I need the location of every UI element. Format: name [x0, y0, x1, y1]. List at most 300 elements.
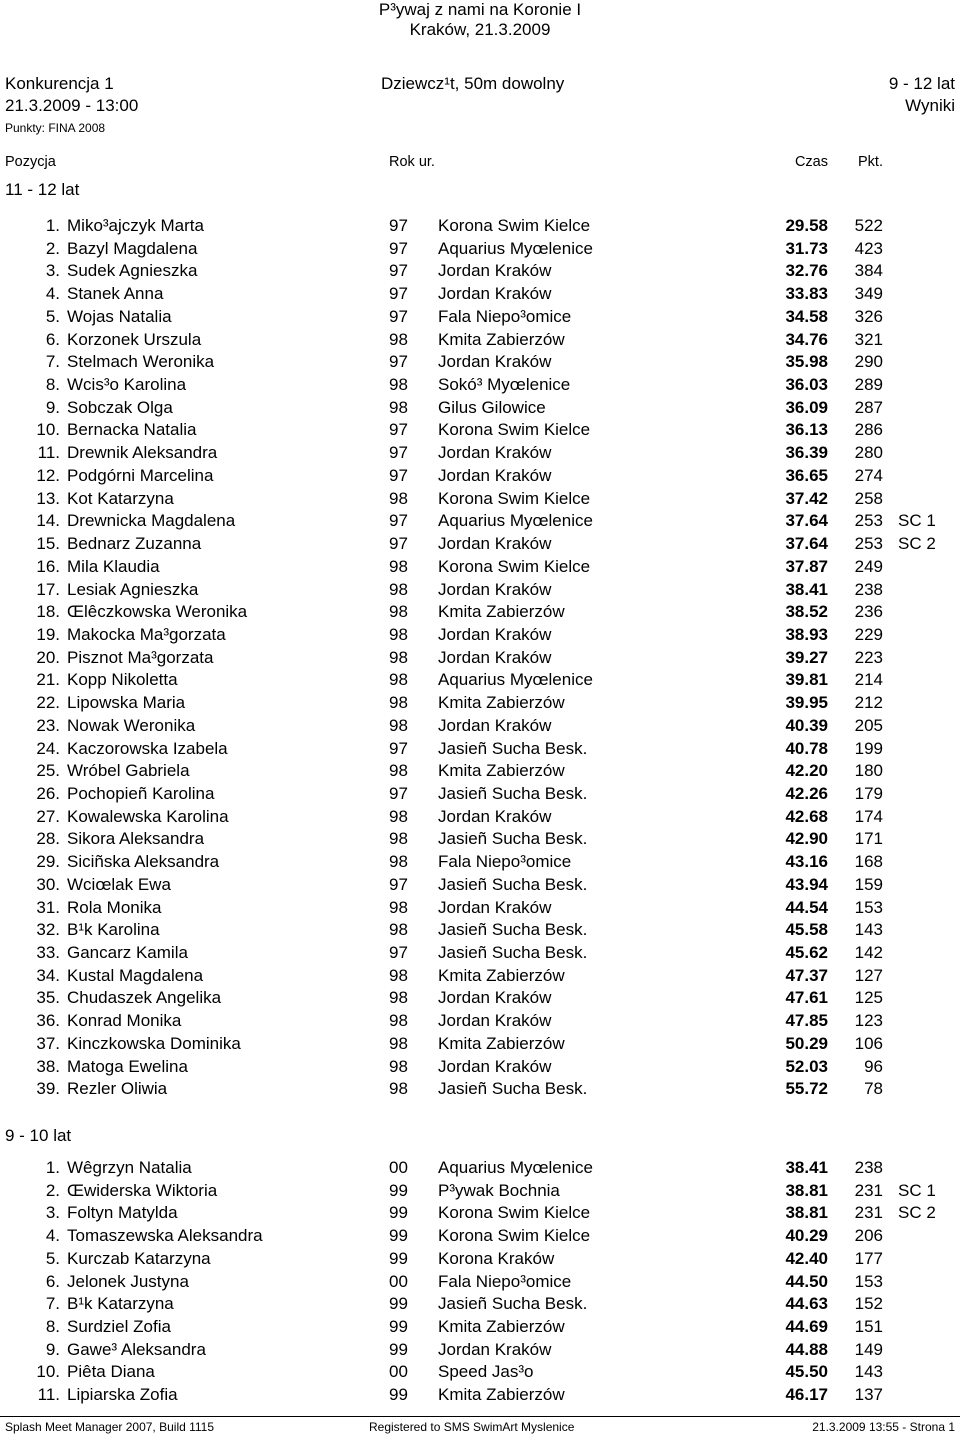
result-time: 40.39	[785, 715, 828, 735]
birth-year: 99	[389, 1180, 408, 1200]
birth-year: 99	[389, 1294, 408, 1314]
result-points: 238	[854, 1158, 883, 1177]
birth-year: 98	[389, 806, 408, 826]
result-row	[0, 1057, 960, 1080]
result-time: 36.09	[785, 397, 828, 417]
result-time: 44.63	[785, 1294, 828, 1314]
club-name: Sokó³ Myœlenice	[438, 375, 571, 395]
swimmer-name: Lipowska Maria	[67, 693, 186, 713]
club-name: Kmita Zabierzów	[438, 693, 565, 713]
swimmer-name: Kaczorowska Izabela	[67, 738, 228, 758]
birth-year: 98	[389, 556, 408, 576]
result-position: 12.	[36, 465, 60, 485]
result-time: 42.68	[785, 806, 828, 826]
result-position: 5.	[45, 1248, 60, 1268]
club-name: Jordan Kraków	[438, 443, 552, 463]
result-points: 127	[854, 965, 883, 985]
event-name: Dziewcz¹t, 50m dowolny	[381, 74, 565, 93]
result-points: 231	[854, 1203, 883, 1223]
birth-year: 99	[389, 1248, 408, 1268]
result-time: 38.41	[785, 579, 828, 599]
swimmer-name: Siciñska Aleksandra	[67, 852, 220, 872]
club-name: Jordan Kraków	[438, 284, 552, 304]
birth-year: 98	[389, 829, 408, 849]
swimmer-name: Matoga Ewelina	[67, 1056, 188, 1076]
birth-year: 98	[389, 647, 408, 667]
result-position: 3.	[45, 261, 60, 281]
col-header-position: Pozycja	[5, 154, 56, 170]
club-name: Korona Swim Kielce	[438, 1203, 591, 1223]
result-time: 31.73	[785, 238, 828, 258]
swimmer-name: Sudek Agnieszka	[67, 261, 198, 281]
result-row	[0, 375, 960, 398]
result-position: 32.	[36, 920, 60, 940]
swimmer-name: Podgórni Marcelina	[67, 465, 214, 485]
result-points: 274	[854, 465, 883, 485]
birth-year: 98	[389, 1011, 408, 1031]
birth-year: 97	[389, 874, 408, 894]
result-row	[0, 1011, 960, 1034]
result-position: 26.	[36, 784, 60, 803]
result-row	[0, 807, 960, 830]
result-time: 44.54	[785, 897, 828, 917]
result-row	[0, 352, 960, 375]
birth-year: 00	[389, 1362, 408, 1382]
club-name: P³ywak Bochnia	[438, 1180, 560, 1200]
swimmer-name: Gawe³ Aleksandra	[67, 1339, 206, 1359]
result-row	[0, 1203, 960, 1226]
result-time: 43.94	[785, 874, 828, 894]
club-name: Kmita Zabierzów	[438, 761, 565, 781]
swimmer-name: Stanek Anna	[67, 284, 164, 304]
swimmer-name: Kot Katarzyna	[67, 488, 174, 508]
result-time: 37.64	[785, 511, 828, 531]
club-name: Kmita Zabierzów	[438, 1385, 565, 1405]
result-time: 42.20	[785, 761, 828, 781]
birth-year: 97	[389, 261, 408, 281]
document-title-line1: P³ywaj z nami na Koronie I	[378, 0, 582, 19]
swimmer-name: Pochopieñ Karolina	[67, 784, 215, 803]
result-row	[0, 1385, 960, 1408]
swimmer-name: Lesiak Agnieszka	[67, 579, 199, 599]
result-row	[0, 988, 960, 1011]
result-note: SC 2	[898, 534, 936, 554]
result-time: 36.65	[785, 465, 828, 485]
result-position: 2.	[45, 238, 60, 258]
birth-year: 98	[389, 715, 408, 735]
birth-year: 97	[389, 443, 408, 463]
club-name: Jordan Kraków	[438, 624, 552, 644]
swimmer-name: B¹k Katarzyna	[67, 1294, 174, 1314]
swimmer-name: Stelmach Weronika	[67, 352, 215, 372]
result-points: 149	[854, 1339, 883, 1359]
result-position: 21.	[36, 670, 60, 690]
result-position: 34.	[36, 965, 60, 985]
club-name: Kmita Zabierzów	[438, 602, 565, 622]
result-points: 153	[854, 1271, 883, 1291]
event-datetime: 21.3.2009 - 13:00	[5, 96, 139, 115]
footer-rule	[0, 1416, 960, 1417]
result-position: 28.	[36, 829, 60, 849]
result-row	[0, 693, 960, 716]
birth-year: 98	[389, 329, 408, 349]
birth-year: 97	[389, 306, 408, 326]
result-points: 168	[854, 852, 883, 872]
swimmer-name: Wcis³o Karolina	[67, 375, 187, 395]
club-name: Korona Kraków	[438, 1248, 555, 1268]
age-group-heading: 11 - 12 lat	[5, 180, 80, 199]
result-position: 18.	[36, 602, 60, 622]
result-time: 38.93	[785, 624, 828, 644]
club-name: Korona Swim Kielce	[438, 1226, 591, 1246]
result-points: 125	[854, 988, 883, 1008]
result-time: 47.61	[785, 988, 828, 1008]
swimmer-name: Korzonek Urszula	[67, 329, 202, 349]
col-header-points: Pkt.	[858, 154, 883, 170]
result-row	[0, 557, 960, 580]
result-points: 151	[854, 1317, 883, 1337]
result-points: 384	[854, 261, 883, 281]
swimmer-name: Chudaszek Angelika	[67, 988, 222, 1008]
result-points: 174	[854, 806, 883, 826]
result-row	[0, 489, 960, 512]
result-row	[0, 1226, 960, 1249]
result-points: 153	[854, 897, 883, 917]
birth-year: 99	[389, 1339, 408, 1359]
birth-year: 98	[389, 1056, 408, 1076]
result-position: 10.	[36, 420, 60, 440]
club-name: Jordan Kraków	[438, 1056, 552, 1076]
swimmer-name: Wróbel Gabriela	[67, 761, 190, 781]
result-row	[0, 398, 960, 421]
result-row	[0, 920, 960, 943]
result-points: 199	[854, 738, 883, 758]
swimmer-name: Drewnik Aleksandra	[67, 443, 218, 463]
result-position: 22.	[36, 693, 60, 713]
club-name: Jasieñ Sucha Besk.	[438, 1294, 588, 1314]
club-name: Speed Jas³o	[438, 1362, 534, 1382]
result-time: 35.98	[785, 352, 828, 372]
club-name: Jordan Kraków	[438, 534, 552, 554]
swimmer-name: Sikora Aleksandra	[67, 829, 205, 849]
result-position: 25.	[36, 761, 60, 781]
swimmer-name: Wojas Natalia	[67, 306, 172, 326]
birth-year: 98	[389, 397, 408, 417]
swimmer-name: Bazyl Magdalena	[67, 238, 198, 258]
swimmer-name: Surdziel Zofia	[67, 1317, 171, 1337]
result-points: 142	[854, 943, 883, 963]
result-time: 45.50	[785, 1362, 828, 1382]
result-position: 35.	[36, 988, 60, 1008]
swimmer-name: Jelonek Justyna	[67, 1271, 189, 1291]
result-note: SC 2	[898, 1203, 936, 1223]
result-row	[0, 466, 960, 489]
swimmer-name: Kinczkowska Dominika	[67, 1033, 241, 1053]
swimmer-name: Lipiarska Zofia	[67, 1385, 178, 1405]
result-row	[0, 875, 960, 898]
birth-year: 99	[389, 1385, 408, 1405]
result-position: 8.	[45, 375, 60, 395]
result-position: 9.	[45, 1339, 60, 1359]
birth-year: 99	[389, 1203, 408, 1223]
result-position: 7.	[45, 1294, 60, 1314]
result-row	[0, 739, 960, 762]
club-name: Gilus Gilowice	[438, 397, 546, 417]
birth-year: 97	[389, 352, 408, 372]
club-name: Jordan Kraków	[438, 579, 552, 599]
result-row	[0, 1079, 960, 1102]
result-position: 4.	[45, 284, 60, 304]
result-row	[0, 625, 960, 648]
birth-year: 00	[389, 1158, 408, 1177]
result-position: 9.	[45, 397, 60, 417]
club-name: Jasieñ Sucha Besk.	[438, 1079, 588, 1099]
footer-registration: Registered to SMS SwimArt Myslenice	[369, 1420, 575, 1434]
club-name: Fala Niepo³omice	[438, 1271, 572, 1291]
club-name: Jasieñ Sucha Besk.	[438, 738, 588, 758]
result-position: 16.	[36, 556, 60, 576]
result-points: 143	[854, 1362, 883, 1382]
result-position: 24.	[36, 738, 60, 758]
birth-year: 98	[389, 579, 408, 599]
club-name: Jordan Kraków	[438, 715, 552, 735]
result-row	[0, 216, 960, 239]
result-position: 3.	[45, 1203, 60, 1223]
result-row	[0, 852, 960, 875]
result-position: 8.	[45, 1317, 60, 1337]
footer-software: Splash Meet Manager 2007, Build 1115	[5, 1420, 215, 1434]
result-row	[0, 829, 960, 852]
birth-year: 99	[389, 1317, 408, 1337]
result-position: 23.	[36, 715, 60, 735]
result-row	[0, 648, 960, 671]
birth-year: 97	[389, 284, 408, 304]
points-system: Punkty: FINA 2008	[5, 121, 106, 135]
result-time: 40.78	[785, 738, 828, 758]
club-name: Korona Swim Kielce	[438, 420, 591, 440]
club-name: Jordan Kraków	[438, 897, 552, 917]
result-time: 52.03	[785, 1056, 828, 1076]
result-time: 46.17	[785, 1385, 828, 1405]
result-row	[0, 261, 960, 284]
col-header-time: Czas	[794, 154, 828, 170]
club-name: Korona Swim Kielce	[438, 556, 591, 576]
result-position: 14.	[36, 511, 60, 531]
swimmer-name: Makocka Ma³gorzata	[67, 624, 226, 644]
swimmer-name: Kurczab Katarzyna	[67, 1248, 211, 1268]
result-position: 10.	[36, 1362, 60, 1382]
event-status: Wyniki	[905, 96, 955, 115]
swimmer-name: Nowak Weronika	[67, 715, 196, 735]
result-row	[0, 420, 960, 443]
result-time: 38.52	[785, 602, 828, 622]
swimmer-name: Kowalewska Karolina	[67, 806, 229, 826]
result-time: 37.42	[785, 488, 828, 508]
result-points: 321	[854, 329, 883, 349]
result-time: 50.29	[785, 1033, 828, 1053]
result-points: 349	[854, 284, 883, 304]
birth-year: 98	[389, 624, 408, 644]
result-position: 6.	[45, 329, 60, 349]
competition-label: Konkurencja 1	[5, 74, 114, 93]
swimmer-name: Œwiderska Wiktoria	[67, 1180, 218, 1200]
result-row	[0, 1158, 960, 1181]
result-row	[0, 784, 960, 807]
event-age-range: 9 - 12 lat	[888, 74, 955, 93]
swimmer-name: Kustal Magdalena	[67, 965, 204, 985]
result-points: 223	[854, 647, 883, 667]
birth-year: 97	[389, 511, 408, 531]
result-row	[0, 761, 960, 784]
club-name: Aquarius Myœlenice	[438, 511, 593, 531]
result-points: 214	[854, 670, 883, 690]
result-position: 33.	[36, 943, 60, 963]
result-points: 287	[854, 397, 883, 417]
club-name: Fala Niepo³omice	[438, 852, 572, 872]
club-name: Jasieñ Sucha Besk.	[438, 943, 588, 963]
result-row	[0, 534, 960, 557]
result-points: 96	[864, 1056, 883, 1076]
result-time: 40.29	[785, 1226, 828, 1246]
result-note: SC 1	[898, 1180, 936, 1200]
result-time: 42.26	[785, 784, 828, 803]
birth-year: 98	[389, 988, 408, 1008]
result-time: 32.76	[785, 261, 828, 281]
birth-year: 97	[389, 238, 408, 258]
club-name: Aquarius Myœlenice	[438, 1158, 593, 1177]
result-time: 39.81	[785, 670, 828, 690]
birth-year: 98	[389, 375, 408, 395]
birth-year: 00	[389, 1271, 408, 1291]
result-points: 106	[854, 1033, 883, 1053]
birth-year: 98	[389, 852, 408, 872]
result-time: 38.81	[785, 1180, 828, 1200]
result-row	[0, 602, 960, 625]
result-time: 47.37	[785, 965, 828, 985]
result-row	[0, 443, 960, 466]
result-points: 180	[854, 761, 883, 781]
result-time: 38.81	[785, 1203, 828, 1223]
result-points: 123	[854, 1011, 883, 1031]
result-position: 39.	[36, 1079, 60, 1099]
result-position: 37.	[36, 1033, 60, 1053]
club-name: Korona Swim Kielce	[438, 488, 591, 508]
swimmer-name: Sobczak Olga	[67, 397, 173, 417]
result-row	[0, 670, 960, 693]
birth-year: 98	[389, 670, 408, 690]
result-time: 45.62	[785, 943, 828, 963]
club-name: Jordan Kraków	[438, 465, 552, 485]
result-position: 17.	[36, 579, 60, 599]
result-points: 152	[854, 1294, 883, 1314]
result-points: 253	[854, 534, 883, 554]
result-time: 44.69	[785, 1317, 828, 1337]
swimmer-name: Piêta Diana	[67, 1362, 155, 1382]
result-time: 39.27	[785, 647, 828, 667]
birth-year: 97	[389, 943, 408, 963]
result-points: 238	[854, 579, 883, 599]
result-time: 39.95	[785, 693, 828, 713]
birth-year: 98	[389, 488, 408, 508]
result-time: 34.58	[785, 306, 828, 326]
swimmer-name: Mila Klaudia	[67, 556, 160, 576]
club-name: Jasieñ Sucha Besk.	[438, 874, 588, 894]
result-row	[0, 1249, 960, 1272]
result-points: 143	[854, 920, 883, 940]
result-time: 36.03	[785, 375, 828, 395]
club-name: Jordan Kraków	[438, 1339, 552, 1359]
birth-year: 97	[389, 216, 408, 235]
result-position: 1.	[45, 1158, 60, 1177]
result-position: 2.	[45, 1180, 60, 1200]
result-position: 30.	[36, 874, 60, 894]
result-position: 29.	[36, 852, 60, 872]
result-points: 289	[854, 375, 883, 395]
result-points: 159	[854, 874, 883, 894]
document-title-line2: Kraków, 21.3.2009	[409, 20, 551, 39]
result-points: 326	[854, 306, 883, 326]
result-points: 179	[854, 784, 883, 803]
result-position: 31.	[36, 897, 60, 917]
club-name: Kmita Zabierzów	[438, 1033, 565, 1053]
result-row	[0, 239, 960, 262]
result-row	[0, 1340, 960, 1363]
result-row	[0, 1294, 960, 1317]
swimmer-name: Tomaszewska Aleksandra	[67, 1226, 263, 1246]
result-points: 137	[854, 1385, 883, 1405]
result-points: 423	[854, 238, 883, 258]
swimmer-name: Rola Monika	[67, 897, 162, 917]
result-time: 36.13	[785, 420, 828, 440]
birth-year: 97	[389, 784, 408, 803]
result-time: 55.72	[785, 1079, 828, 1099]
swimmer-name: Rezler Oliwia	[67, 1079, 168, 1099]
result-time: 37.87	[785, 556, 828, 576]
swimmer-name: Wciœlak Ewa	[67, 874, 171, 894]
club-name: Kmita Zabierzów	[438, 329, 565, 349]
result-row	[0, 1034, 960, 1057]
result-time: 45.58	[785, 920, 828, 940]
result-row	[0, 1272, 960, 1295]
age-group-heading: 9 - 10 lat	[5, 1126, 72, 1145]
result-points: 253	[854, 511, 883, 531]
result-row	[0, 511, 960, 534]
result-position: 15.	[36, 534, 60, 554]
result-row	[0, 1181, 960, 1204]
result-position: 7.	[45, 352, 60, 372]
club-name: Kmita Zabierzów	[438, 965, 565, 985]
result-time: 42.90	[785, 829, 828, 849]
club-name: Aquarius Myœlenice	[438, 238, 593, 258]
result-position: 1.	[45, 216, 60, 235]
result-points: 206	[854, 1226, 883, 1246]
club-name: Jordan Kraków	[438, 1011, 552, 1031]
col-header-year: Rok ur.	[389, 154, 435, 170]
club-name: Fala Niepo³omice	[438, 306, 572, 326]
swimmer-name: Konrad Monika	[67, 1011, 182, 1031]
birth-year: 97	[389, 420, 408, 440]
result-points: 236	[854, 602, 883, 622]
result-time: 37.64	[785, 534, 828, 554]
result-row	[0, 307, 960, 330]
result-points: 249	[854, 556, 883, 576]
club-name: Jordan Kraków	[438, 261, 552, 281]
swimmer-name: Bernacka Natalia	[67, 420, 197, 440]
result-row	[0, 943, 960, 966]
swimmer-name: Wêgrzyn Natalia	[67, 1158, 192, 1177]
result-row	[0, 1362, 960, 1385]
result-time: 43.16	[785, 852, 828, 872]
